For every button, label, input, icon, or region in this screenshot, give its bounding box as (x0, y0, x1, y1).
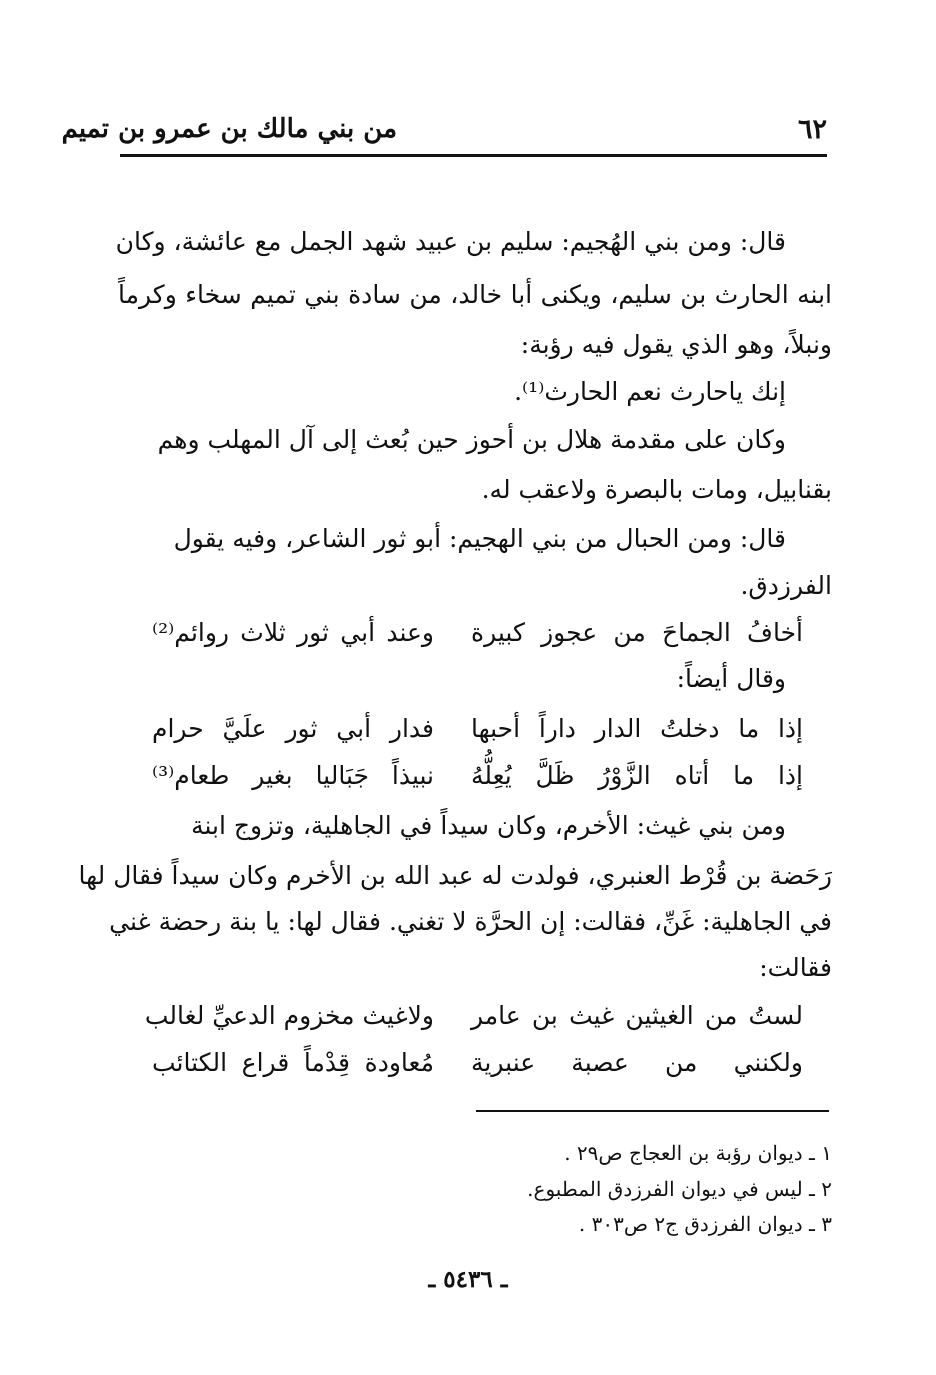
verse-second-hemistich: ولاغيث مخزوم الدعيِّ لغالب (144, 1001, 434, 1030)
verse-second-hemistich: نبيذاً جَبَاليا بغير طعام⁽³⁾ (152, 761, 434, 790)
verse-first-hemistich: إذا ما دخلتُ الدار داراً أحبها (471, 714, 803, 743)
text-line: ومن بني غيث: الأخرم، وكان سيداً في الجاهلية، وتزوج ابنة (191, 811, 786, 840)
text-line: قال: ومن الحبال من بني الهجيم: أبو ثور الشاعر، وفيه يقول (173, 524, 786, 553)
text-line: فقالت: (759, 953, 832, 982)
verse-quote-line: إنك ياحارث نعم الحارث⁽¹⁾. (514, 377, 786, 406)
verse-first-hemistich: أخافُ الجماحَ من عجوز كبيرة (471, 618, 803, 647)
text-line: ابنه الحارث بن سليم، ويكنى أبا خالد، من سادة بني تميم سخاء وكرماً (118, 280, 832, 309)
page-number: ٦٢ (797, 114, 827, 145)
footnote: ٣ ـ ديوان الفرزدق ج٢ ص٣٠٣ . (578, 1212, 832, 1236)
text-line: في الجاهلية: غَنِّ، فقالت: إن الحرَّة لا تغني. فقال لها: يا بنة رحضة غني (109, 907, 832, 936)
text-line: وكان على مقدمة هلال بن أحوز حين بُعث إلى آل المهلب وهم (157, 425, 786, 454)
verse-second-hemistich: مُعاودة قِدْماً قراع الكتائب (152, 1048, 434, 1077)
text-line: ونبلاً، وهو الذي يقول فيه رؤبة: (520, 330, 832, 359)
verse-first-hemistich: إذا ما أتاه الزَّوْرُ ظَلَّ يُعِلُّهُ (471, 761, 803, 790)
page-header (61, 108, 827, 157)
footnote: ١ ـ ديوان رؤبة بن العجاج ص٢٩ . (564, 1141, 832, 1165)
text-line: وقال أيضاً: (676, 664, 786, 693)
text-line: قال: ومن بني الهُجيم: سليم بن عبيد شهد الجمل مع عائشة، وكان (115, 227, 786, 256)
text-line: رَحَضة بن قُرْط العنبري، فولدت له عبد الله بن الأخرم وكان سيداً فقال لها (78, 861, 832, 890)
footnote-divider (476, 1110, 829, 1112)
text-line: الفرزدق. (740, 571, 832, 600)
verse-first-hemistich: ولكنني من عصبة عنبرية (471, 1048, 803, 1077)
folio-number: ـ ٥٤٣٦ ـ (428, 1266, 508, 1293)
text-line: بقنابيل، ومات بالبصرة ولاعقب له. (481, 475, 832, 504)
verse-second-hemistich: وعند أبي ثور ثلاث روائم⁽²⁾ (152, 618, 434, 647)
footnote: ٢ ـ ليس في ديوان الفرزدق المطبوع. (527, 1177, 832, 1201)
verse-first-hemistich: لستُ من الغيثين غيث بن عامر (471, 1001, 803, 1030)
verse-second-hemistich: فدار أبي ثور علَيَّ حرام (152, 714, 434, 743)
running-title: من بني مالك بن عمرو بن تميم (61, 114, 397, 144)
